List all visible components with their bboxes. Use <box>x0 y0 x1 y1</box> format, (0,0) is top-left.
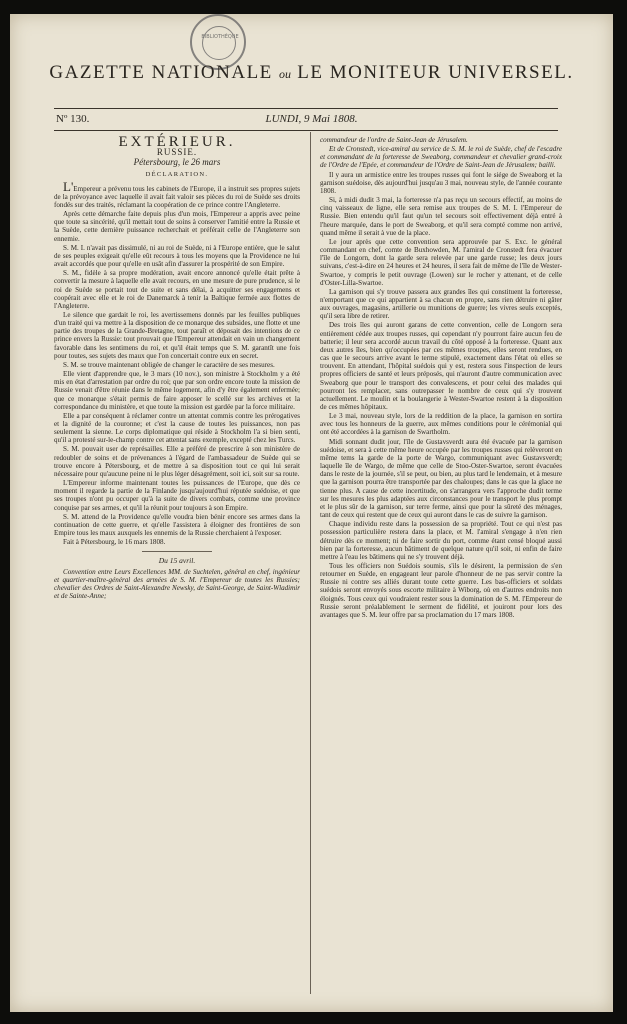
dateline: Pétersbourg, le 26 mars <box>133 157 221 168</box>
article-paragraph: Le jour après que cette convention sera approuvée par S. Exc. le général commandant en chef, comte de Buxhowden, M. l'amiral de Cronstedt fera évacuer l'île de Longorn, dont la garde sera relevée par une garde russe; les deux jours suivans, c'est-à-dire en 24 heures et 24 heures, il sera fait de même de l'île de Wester-Swartoe, y compris le petit ouvrage (Lowen) sur le rocher y attenant, et de celle d'Oster-Lilla-Swartoe. <box>320 237 562 287</box>
article-paragraph: Le silence que gardait le roi, les avertissemens donnés par les feuilles publiques d'un traité qui va mettre à la disposition de ce monarque des subsides, une flotte et une partie des troupes de la Grande-Bretagne, tout paraît et déposait des intentions de ce prince envers la Russie: tout prouvait que l'Empereur attendait en vain un changement favorable dans les sentimens du roi, et qu'il était temps que S. M. garantît une fois pour toutes, ses sujets des maux que l'on concertait contre eux en secret. <box>54 310 300 360</box>
article-paragraph: La garnison qui s'y trouve passera aux grandes îles qui constituent la forteresse, n'emportant que ce qui appartient à sa chacun en propre, sans rien détruire ni gâter aux ouvrages, magasins, artillerie ou munitions de guerre; les vivres seuls exceptés, qu'il sera libre de retirer. <box>320 287 562 321</box>
article-paragraph: L'Empereur informe maintenant toutes les puissances de l'Europe, que dès ce moment il regarde la partie de la Finlande jusqu'aujourd'hui réputée suédoise, et que ses troupes n'ont pu occuper qu'à la suite de divers combats, comme une province conquise par ses armes, et qu'il la réunit pour toujours à son Empire. <box>54 479 300 512</box>
convention-intro-cont: commandeur de l'ordre de Saint-Jean de Jérusalem. <box>320 136 468 144</box>
article-paragraph: Si, à midi dudit 3 mai, la forteresse n'a pas reçu un secours effectif, au moins de cinq vaisseaux de ligne, elle sera remise aux troupes de S. M. I. l'Empereur de Russie. Bien entendu qu'il faut qu'un tel secours soit effectivement déjà entré à l'heure marquée, dans le port de Sweaborg, et qu'il sera compté comme non arrivé, quand même il serait à vue de la place. <box>320 196 562 237</box>
convention-intro: Convention entre Leurs Excellences MM. de Suchtelen, général en chef, ingénieur et quartier-maître-général des armées de S. M. l'Empereur de toutes les Russies; chevalier des Ordres de Saint-Alexandre Newsky, de Saint-George, de Saint-Wladimir et de Sainte-Anne; <box>54 567 300 600</box>
header-rule-bottom <box>54 130 558 131</box>
stamp-text: BIBLIOTHÈQUE <box>201 34 239 40</box>
column-right <box>320 136 562 620</box>
article-paragraph: Il y aura un armistice entre les troupes russes qui font le siége de Sweaborg et la garnison suédoise, dès aujourd'hui jusqu'au 3 mai, nouveau style, de l'année courante 1808. <box>320 170 562 195</box>
article-paragraph: L'Empereur a prévenu tous les cabinets de l'Europe, il a instruit ses propres sujets de la prévoyance avec laquelle il avait fait valoir ses pièces du roi de Suède ses droits fondés sur des traités, réclamant la coopération de ce prince contre l'Angleterre. <box>54 178 300 209</box>
section-heading: EXTÉRIEUR. <box>118 134 236 150</box>
article-paragraph: Le 3 mai, nouveau style, lors de la reddition de la place, la garnison en sortira avec tous les honneurs de la guerre, aux mêmes conditions pour le cérémonial qui ont été accordées à la garnison de Swartholm. <box>320 412 562 437</box>
masthead-left: GAZETTE NATIONALE <box>49 62 273 83</box>
article-paragraph: S. M. se trouve maintenant obligée de changer le caractère de ses mesures. <box>63 360 275 369</box>
article-paragraph: S. M. I. n'avait pas dissimulé, ni au roi de Suède, ni à l'Europe entière, que le salut de ses peuples exigeait qu'elle eût recours à tous les moyens que la Providence ne lui avait accordés que pour qu'elle en usât afin d'assurer la prospérité de son Empire. <box>54 243 300 269</box>
article-paragraph: Elle a par conséquent à réclamer contre un attentat commis contre les prérogatives et la dignité de la couronne; et c'est la cause de toutes les puissances, non pas seulement la sienne. Le corps diplomatique qui réside à Stockholm l'a si bien senti, qu'il a protesté sur-le-champ contre cet attentat sans exemple, excepté chez les Turcs. <box>54 411 300 445</box>
article-paragraph: Elle vient d'apprendre que, le 3 mars (10 nov.), son ministre à Stockholm y a été mis en état d'arrestation par ordre du roi; que par son ordre encore toute la mission de Russie venait d'être réunie dans le même logement, afin d'y être également enfermée; que ce monarque s'était permis de faire apposer le scellé sur les archives et la correspondance du ministère, et que toute la mission est gardée par la force militaire. <box>54 370 300 411</box>
header-rule-top <box>54 108 558 109</box>
article-paragraph: Chaque individu reste dans la possession de sa propriété. Tout ce qui n'est pas possession particulière restera dans la place, et M. l'amiral s'engage à n'en rien détruire dès ce moment; ni de faire sortir du port, comme étant censé bloqué aussi bien par la forteresse, aucun bâtiment de quelque nature qu'il soit, ni enfin de faire mettre à l'eau les bâtimens qui ne s'y trouvent déjà. <box>320 520 562 561</box>
article-paragraph: S. M. pouvait user de représailles. Elle a préféré de prescrire à son ministère de redoubler de soins et de prévenances à l'égard de l'ambassadeur de Suède qui se trouve encore à Pétersbourg, et de mettre à sa disposition tout ce qui lui serait nécessaire pour qu'aucune peine ni le plus léger désagrément, soit ici, soit sur sa route. <box>54 445 300 478</box>
separator <box>142 551 212 552</box>
newspaper-page <box>10 14 613 1012</box>
convention-intro-2: Et de Cronstedt, vice-amiral au service de S. M. le roi de Suède, chef de l'escadre et commandant de la forteresse de Sweaborg, commandeur et chevalier grand-croix de l'Ordre de l'Epée, et commandeur de l'Ordre de Saint-Jean de Jérusalem; bailli. <box>320 145 562 170</box>
masthead-right: LE MONITEUR UNIVERSEL. <box>297 62 574 83</box>
article-paragraph: Fait à Pétersbourg, le 16 mars 1808. <box>63 538 166 547</box>
column-left <box>54 136 300 601</box>
dateline-2: Du 15 avril. <box>158 556 196 566</box>
article-paragraph: S. M. attend de la Providence qu'elle voudra bien bénir encore ses armes dans la continuation de cette guerre, et qu'elle l'assistera à éloigner des frontières de son Empire tous les maux auxquels les ennemis de la Russie cherchaient à l'exposer. <box>54 512 300 538</box>
masthead-ou: ou <box>279 67 292 81</box>
article-paragraph: Midi sonnant dudit jour, l'île de Gustavsverdt aura été évacuée par la garnison suédoise, et sera à cette même heure occupée par les troupes russes qui relèveront en même tems la garde de la porte de Wargo, communiquant avec Gustavsverdt; laquelle île de Wargo, de même que celle de Stoo-Oster-Swartoe, seront évacuées dans le reste de la journée, s'il se peut, ou bien, au plus tard le lendemain, et à mesure que la garnison pourra être transportée par des chaloupes; dans le cas que la glace ne tienne plus. A cause de cette incertitude, on s'arrangera vers l'approche dudit terme sur les mesures les plus adaptées aux circonstances pour le transport le plus prompt et le plus sûr de la garnison, sur terre ferme, ainsi que pour la sûreté des ménages, tant de ceux qui restent que de ceux qui auront dans le cas de suivre la garnison. <box>320 437 562 520</box>
issue-date: LUNDI, 9 Mai 1808. <box>265 113 358 125</box>
masthead <box>10 62 613 84</box>
article-paragraph: Des trois îles qui auront garans de cette convention, celle de Longorn sera entièrement cédée aux troupes russes, qui cependant n'y pourront faire aucun feu de batterie; il leur sera accordé aucun travail du côté opposé à la forteresse. Quant aux deux autres îles, bien qu'occupées par ces mêmes troupes, elles seront rendues, en cas que le secours arrive avant le terme stipulé, exactement dans l'état où elles se trouvent. En attendant, l'hôpital suédois qui y est, restera sous l'inspection de leurs propres officiers de santé et leurs préposés, qui n'auront d'autre communication avec Sweaborg que pour le transport des convalescens, et pour celui des malades qui pourront les remplacer, sans outrepasser le nombre de ceux qui s'y trouvent actuellement. Le moulin et la boulangerie à Wester-Swartoe restent à la disposition de ces mêmes hôpitaux. <box>320 321 562 411</box>
country-heading: RUSSIE. <box>156 147 198 158</box>
article-paragraph: S. M., fidèle à sa propre modération, avait encore annoncé qu'elle était prête à convertir la mesure à laquelle elle avait recours, en une mesure de pure prudence, si le roi de Suède se portait tout de suite et sans délai, à acquitter ses engagemens et coopérait avec elle et le roi de Danemarck à tenir la Baltique fermée aux flottes de l'Angleterre. <box>54 269 300 310</box>
issue-number: Nº 130. <box>56 113 90 125</box>
column-divider <box>310 132 311 994</box>
article-paragraph: Après cette démarche faite depuis plus d'un mois, l'Empereur a appris avec peine que toute sa sincérité, qu'il mettait tout de soins à conserver l'amitié entre la Russie et la Suède, cette dernière puissance recherchait et préférait celle de l'Angleterre son ennemie. <box>54 210 300 243</box>
declaration-title: DÉCLARATION. <box>145 171 209 179</box>
article-paragraph: Tous les officiers non Suédois soumis, s'ils le désirent, la permission de s'en retourner en Suède, en engageant leur parole d'honneur de ne pas servir contre la Russie ni contre ses alliés durant toute cette guerre. Les bas-officiers et soldats suédois seront envoyés sous escorte militaire à Wiborg, où en d'autres endroits non éloignés. Tous ceux qui voudraient rester sous la domination de S. M. l'Empereur de Russie seront préalablement le serment de fidélité, et jouiront pour lors des avantages que S. M. leur offre par sa proclamation du 17 mars 1808. <box>320 561 562 619</box>
